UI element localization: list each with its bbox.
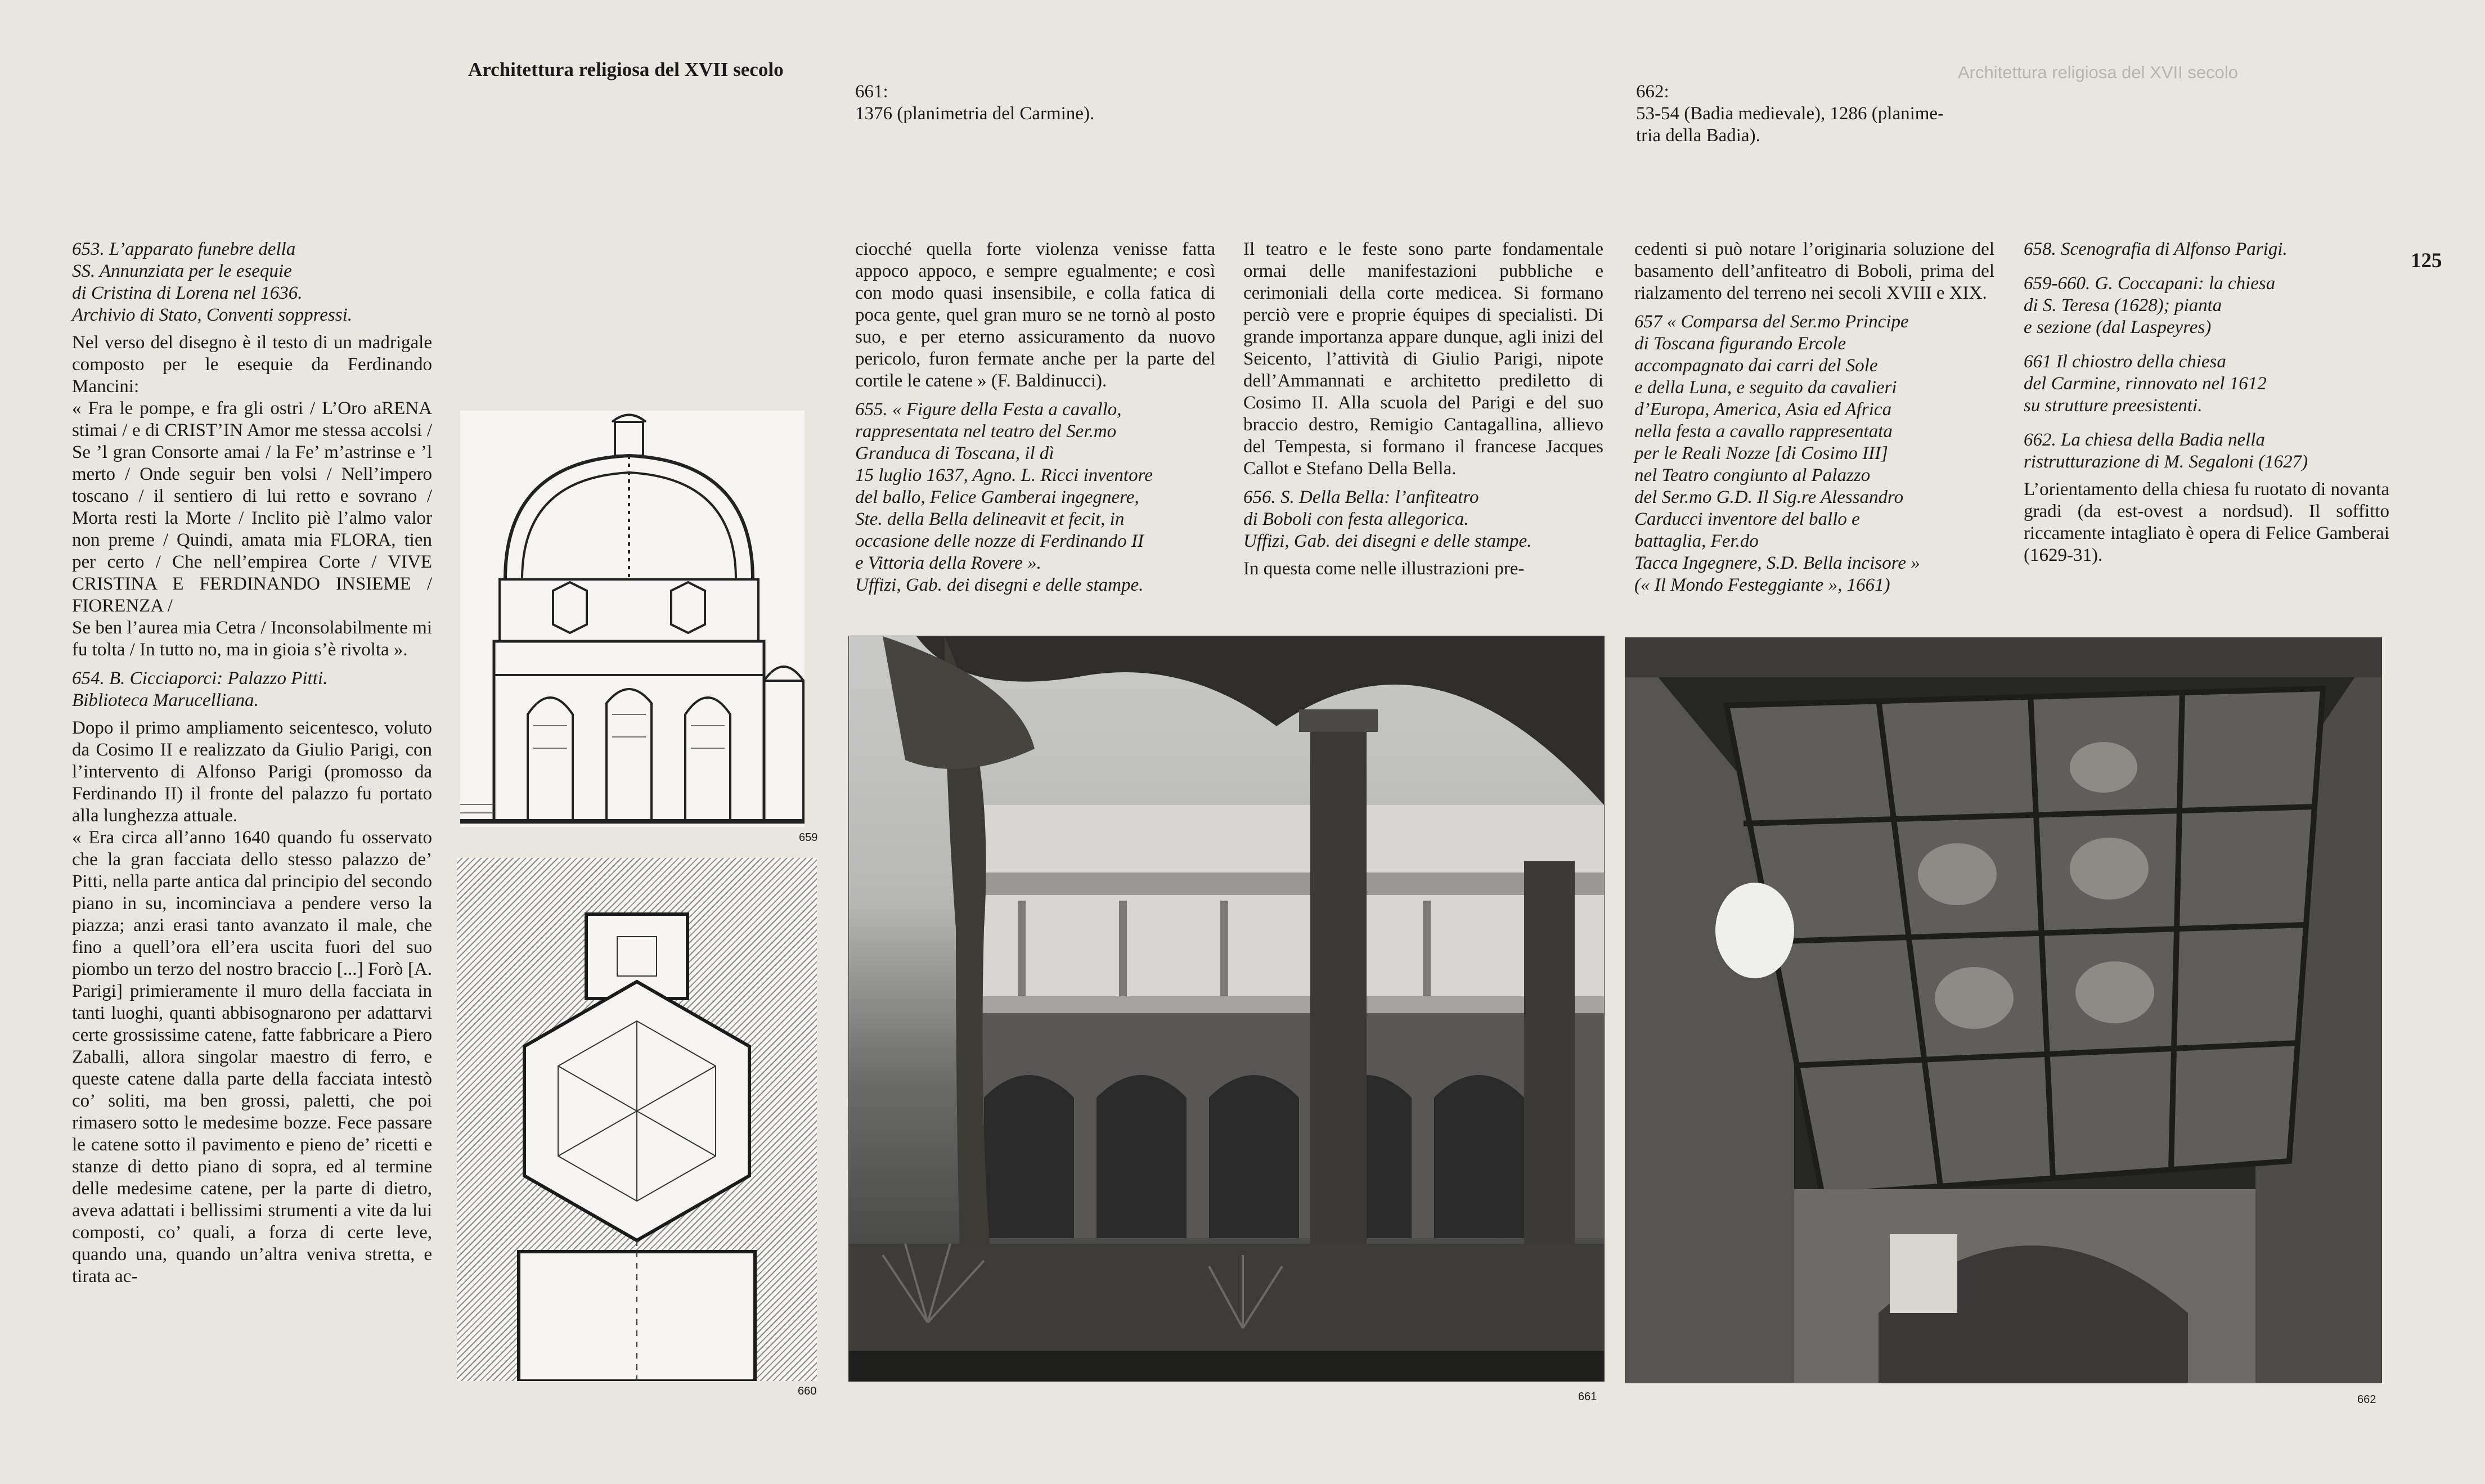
body-paragraph: L’orientamento della chiesa fu ruotato di novanta gradi (da est-ovest a nordsud). Il soffitto riccamente intagliato è opera di Felice Gamberai (1629-31). bbox=[2024, 479, 2389, 565]
caption-654: 654. B. Cicciaporci: Palazzo Pitti. Biblioteca Marucelliana. bbox=[72, 668, 328, 710]
madrigal-text: « Fra le pompe, e fra gli ostri / L’Oro aRENA stimai / e di CRIST’IN Amor me stessa accolsi / Se ’l gran Consorte amai / la Fe’ m’astrinse e ’l merto / Onde seguir ben volsi / Nell’impero toscano / il sentiero di lui retto e sovrano / Morta resti la Morte / Inclito piè l’almo valor non preme / Quindi, amata mia FLORA, tien per certo / Che nell’empirea Corte / VIVE CRISTINA E FERDINANDO INSIEME / FIORENZA / bbox=[72, 398, 432, 616]
ceiling-illustration bbox=[1625, 638, 2381, 1383]
caption-661-top: 661: 1376 (planimetria del Carmine). bbox=[855, 82, 1095, 124]
caption-659-660: 659-660. G. Coccapani: la chiesa di S. Teresa (1628); pianta e sezione (dal Laspeyres) bbox=[2024, 273, 2276, 338]
ghost-line: Architettura religiosa del XVII secolo bbox=[1958, 62, 2238, 82]
running-title: Architettura religiosa del XVII secolo bbox=[468, 59, 784, 80]
caption-657: 657 « Comparsa del Ser.mo Principe di Toscana figurando Ercole accompagnato dai carri del Sole e della Luna, e seguito da cavalieri d’Europa, America, Asia ed Africa nella festa a cavallo rappresentata per le Reali Nozze [di Cosimo III] nel Teatro congiunto al Palazzo del Ser.mo G.D. Il Sig.re Alessandro Carducci inventore del ballo e battaglia, Fer.do Tacca Ingegnere, S.D. Bella incisore » (« Il Mondo Festeggiante », 1661) bbox=[1634, 312, 1920, 595]
body-paragraph: In questa come nelle illustrazioni pre- bbox=[1243, 559, 1525, 579]
column-5 bbox=[2024, 239, 2389, 566]
figure-number-660: 660 bbox=[798, 1385, 817, 1397]
cloister-illustration bbox=[849, 636, 1604, 1381]
figure-659-section-drawing bbox=[460, 411, 805, 827]
caption-662: 662. La chiesa della Badia nella ristrutturazione di M. Segaloni (1627) bbox=[2024, 430, 2308, 472]
column-3 bbox=[1243, 239, 1603, 580]
body-paragraph: Nel verso del disegno è il testo di un madrigale composto per le esequie da Ferdinando Mancini: bbox=[72, 332, 432, 397]
caption-662-top: 662: 53-54 (Badia medievale), 1286 (planime- tria della Badia). bbox=[1636, 82, 1944, 146]
caption-661: 661 Il chiostro della chiesa del Carmine, rinnovato nel 1612 su strutture preesistenti. bbox=[2024, 352, 2267, 416]
body-paragraph: Il teatro e le feste sono parte fondamentale ormai delle manifestazioni pubbliche e cerimoniali della corte medicea. Si formano perciò vere e proprie équipes di specialisti. Di grande importanza appare dunque, agli inizi del Seicento, l’attività di Giulio Parigi, nipote dell’Ammannati e architetto prediletto di Cosimo II. Alla scuola del Parigi e del suo braccio destro, Remigio Cantagallina, allievo del Tempesta, si formano il francese Jacques Callot e Stefano Della Bella. bbox=[1243, 239, 1603, 479]
plan-drawing-svg bbox=[457, 858, 817, 1381]
column-2 bbox=[855, 239, 1215, 596]
ghost-text bbox=[1958, 62, 2238, 83]
caption-653: 653. L’apparato funebre della SS. Annunziata per le esequie di Cristina di Lorena nel 1636. Archivio di Stato, Conventi soppressi. bbox=[72, 239, 353, 325]
column-4 bbox=[1634, 239, 1994, 596]
caption-655: 655. « Figure della Festa a cavallo, rappresentata nel teatro del Ser.mo Granduca di Toscana, il dì 15 luglio 1637, Agno. L. Ricci inventore del ballo, Felice Gamberai ingegnere, Ste. della Bella delineavit et fecit, in occasione delle nozze di Ferdinando II e Vittoria della Rovere ». Uffizi, Gab. dei disegni e delle stampe. bbox=[855, 399, 1153, 595]
figure-660-plan-drawing bbox=[457, 858, 817, 1381]
page-number: 125 bbox=[2411, 249, 2442, 272]
column-1 bbox=[72, 239, 432, 1288]
figure-661-cloister-photo bbox=[848, 636, 1605, 1382]
body-paragraph: cedenti si può notare l’originaria soluzione del basamento dell’anfiteatro di Boboli, prima del rialzamento del terreno nei secoli XVIII e XIX. bbox=[1634, 239, 1994, 303]
figure-662-ceiling-photo bbox=[1625, 637, 2382, 1383]
madrigal-end: Se ben l’aurea mia Cetra / Inconsolabilmente mi fu tolta / In tutto no, ma in gioia s’è rivolta ». bbox=[72, 618, 432, 660]
figure-number-661: 661 bbox=[1578, 1391, 1597, 1403]
figure-number-659: 659 bbox=[799, 831, 818, 844]
caption-658: 658. Scenografia di Alfonso Parigi. bbox=[2024, 239, 2288, 259]
caption-656: 656. S. Della Bella: l’anfiteatro di Boboli con festa allegorica. Uffizi, Gab. dei disegni e delle stampe. bbox=[1243, 487, 1532, 551]
body-paragraph: ciocché quella forte violenza venisse fatta appoco appoco, e sempre egualmente; e così con modo quasi insensibile, e colla fatica di poca gente, quel gran muro se ne tornò al posto suo, e per eterno assicuramento da nuovo pericolo, furon fermate anche per la parte del cortile le catene » (F. Baldinucci). bbox=[855, 239, 1215, 391]
baldinucci-quote: « Era circa all’anno 1640 quando fu osservato che la gran facciata dello stesso palazzo de’ Pitti, nella parte antica dal principio del secondo piano in su, incominciava a pendere verso la piazza; anzi erasi tanto avanzato il male, che fino a quell’ora ell’era uscita fuori del suo piombo un terzo del nostro braccio [...] Forò [A. Parigi] primieramente il muro della facciata in tanti luoghi, quanti abbisognarono per adattarvi certe grossissime catene, fatte fabbricare a Piero Zaballi, allora singolar maestro di ferro, e queste catene dalla parte della facciata intestò co’ soliti, ma ben grossi, paletti, che poi rimasero sotto le medesime bozze. Fece passare le catene sotto il pavimento e pieno de’ ricetti e stanze di detto piano di sopra, ed al termine delle medesime catene, per la parte di dietro, aveva adattati i bellissimi strumenti a vite da lui composti, co’ quali, a forza di certe leve, quando una, quando un’altra veniva stretta, e tirata ac- bbox=[72, 828, 432, 1287]
figure-number-662: 662 bbox=[2357, 1393, 2376, 1406]
section-drawing-svg bbox=[460, 411, 805, 827]
body-paragraph: Dopo il primo ampliamento seicentesco, voluto da Cosimo II e realizzato da Giulio Parigi, con l’intervento di Alfonso Parigi (promosso da Ferdinando II) il fronte del palazzo fu portato alla lunghezza attuale. bbox=[72, 718, 432, 826]
